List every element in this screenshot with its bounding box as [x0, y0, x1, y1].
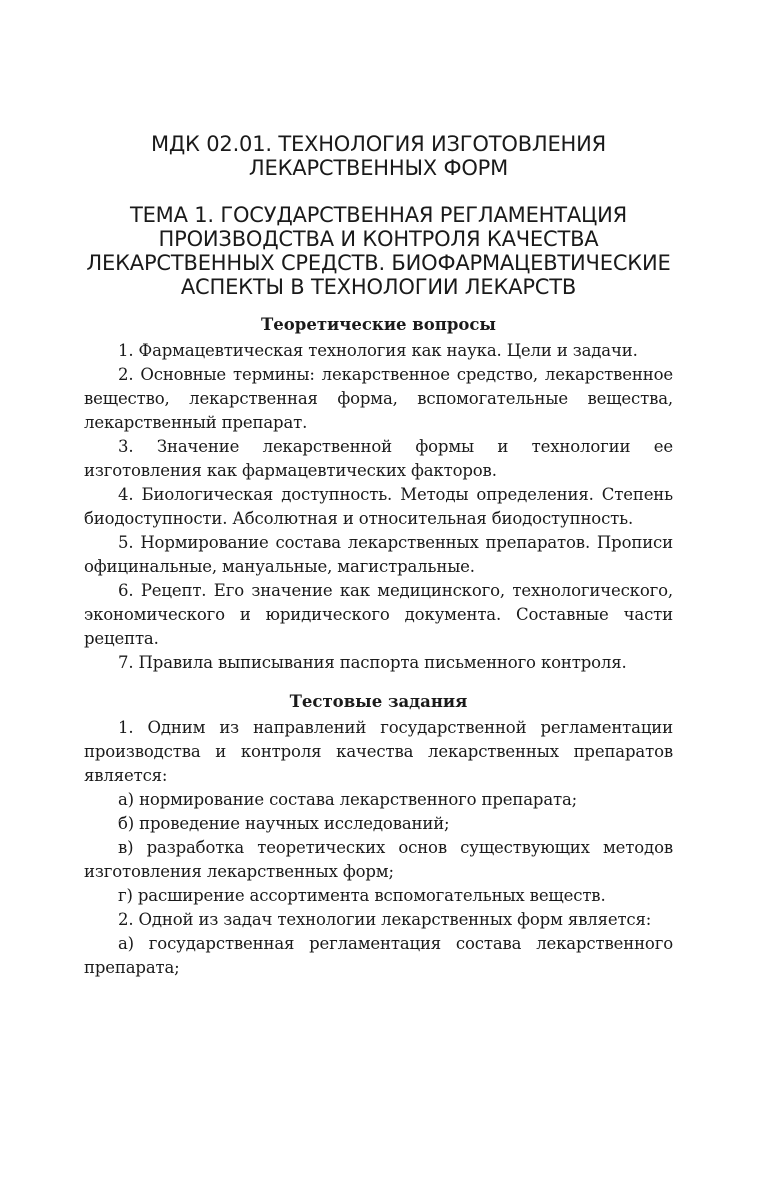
answer-option: б) проведение научных исследований;	[118, 814, 450, 833]
test-question-1	[84, 716, 673, 908]
topic-title: ТЕМА 1. ГОСУДАРСТВЕННАЯ РЕГЛАМЕНТАЦИЯ ПРОИЗВОДСТВА И КОНТРОЛЯ КАЧЕСТВА ЛЕКАРСТВЕННЫХ СРЕДСТВ. БИОФАРМАЦЕВТИЧЕСКИЕ АСПЕКТЫ В ТЕХНОЛОГИИ ЛЕКАРСТВ	[86, 203, 671, 299]
theory-question: 4. Биологическая доступность. Методы определения. Степень биодоступности. Абсолютная и относительная биодоступность.	[84, 485, 673, 528]
theory-question: 6. Рецепт. Его значение как медицинского, технологического, экономического и юридического документа. Составные части рецепта.	[84, 581, 673, 648]
theory-section-title: Теоретические вопросы	[261, 315, 496, 334]
theory-question: 7. Правила выписывания паспорта письменного контроля.	[118, 653, 627, 672]
answer-option: а) государственная регламентация состава лекарственного препарата;	[84, 934, 673, 977]
answer-option: в) разработка теоретических основ существующих методов изготовления лекарственных форм;	[84, 838, 673, 881]
theory-question: 1. Фармацевтическая технология как наука. Цели и задачи.	[118, 341, 638, 360]
test-question-text: 1. Одним из направлений государственной регламентации производства и контроля качества лекарственных препаратов является:	[84, 718, 673, 785]
answer-option: а) нормирование состава лекарственного препарата;	[118, 790, 578, 809]
book-page	[84, 132, 673, 980]
theory-question-list	[84, 339, 673, 675]
test-question-text: 2. Одной из задач технологии лекарственных форм является:	[118, 910, 652, 929]
theory-question: 5. Нормирование состава лекарственных препаратов. Прописи официнальные, мануальные, магистральные.	[84, 533, 673, 576]
test-question-2	[84, 908, 673, 980]
theory-question: 2. Основные термины: лекарственное средство, лекарственное вещество, лекарственная форма, вспомогательные вещества, лекарственный препарат.	[84, 365, 673, 432]
answer-option: г) расширение ассортимента вспомогательных веществ.	[118, 886, 606, 905]
tests-section-title: Тестовые задания	[289, 692, 468, 711]
document-title: МДК 02.01. ТЕХНОЛОГИЯ ИЗГОТОВЛЕНИЯ ЛЕКАРСТВЕННЫХ ФОРМ	[150, 132, 607, 180]
theory-question: 3. Значение лекарственной формы и технологии ее изготовления как фармацевтических факторов.	[84, 437, 673, 480]
